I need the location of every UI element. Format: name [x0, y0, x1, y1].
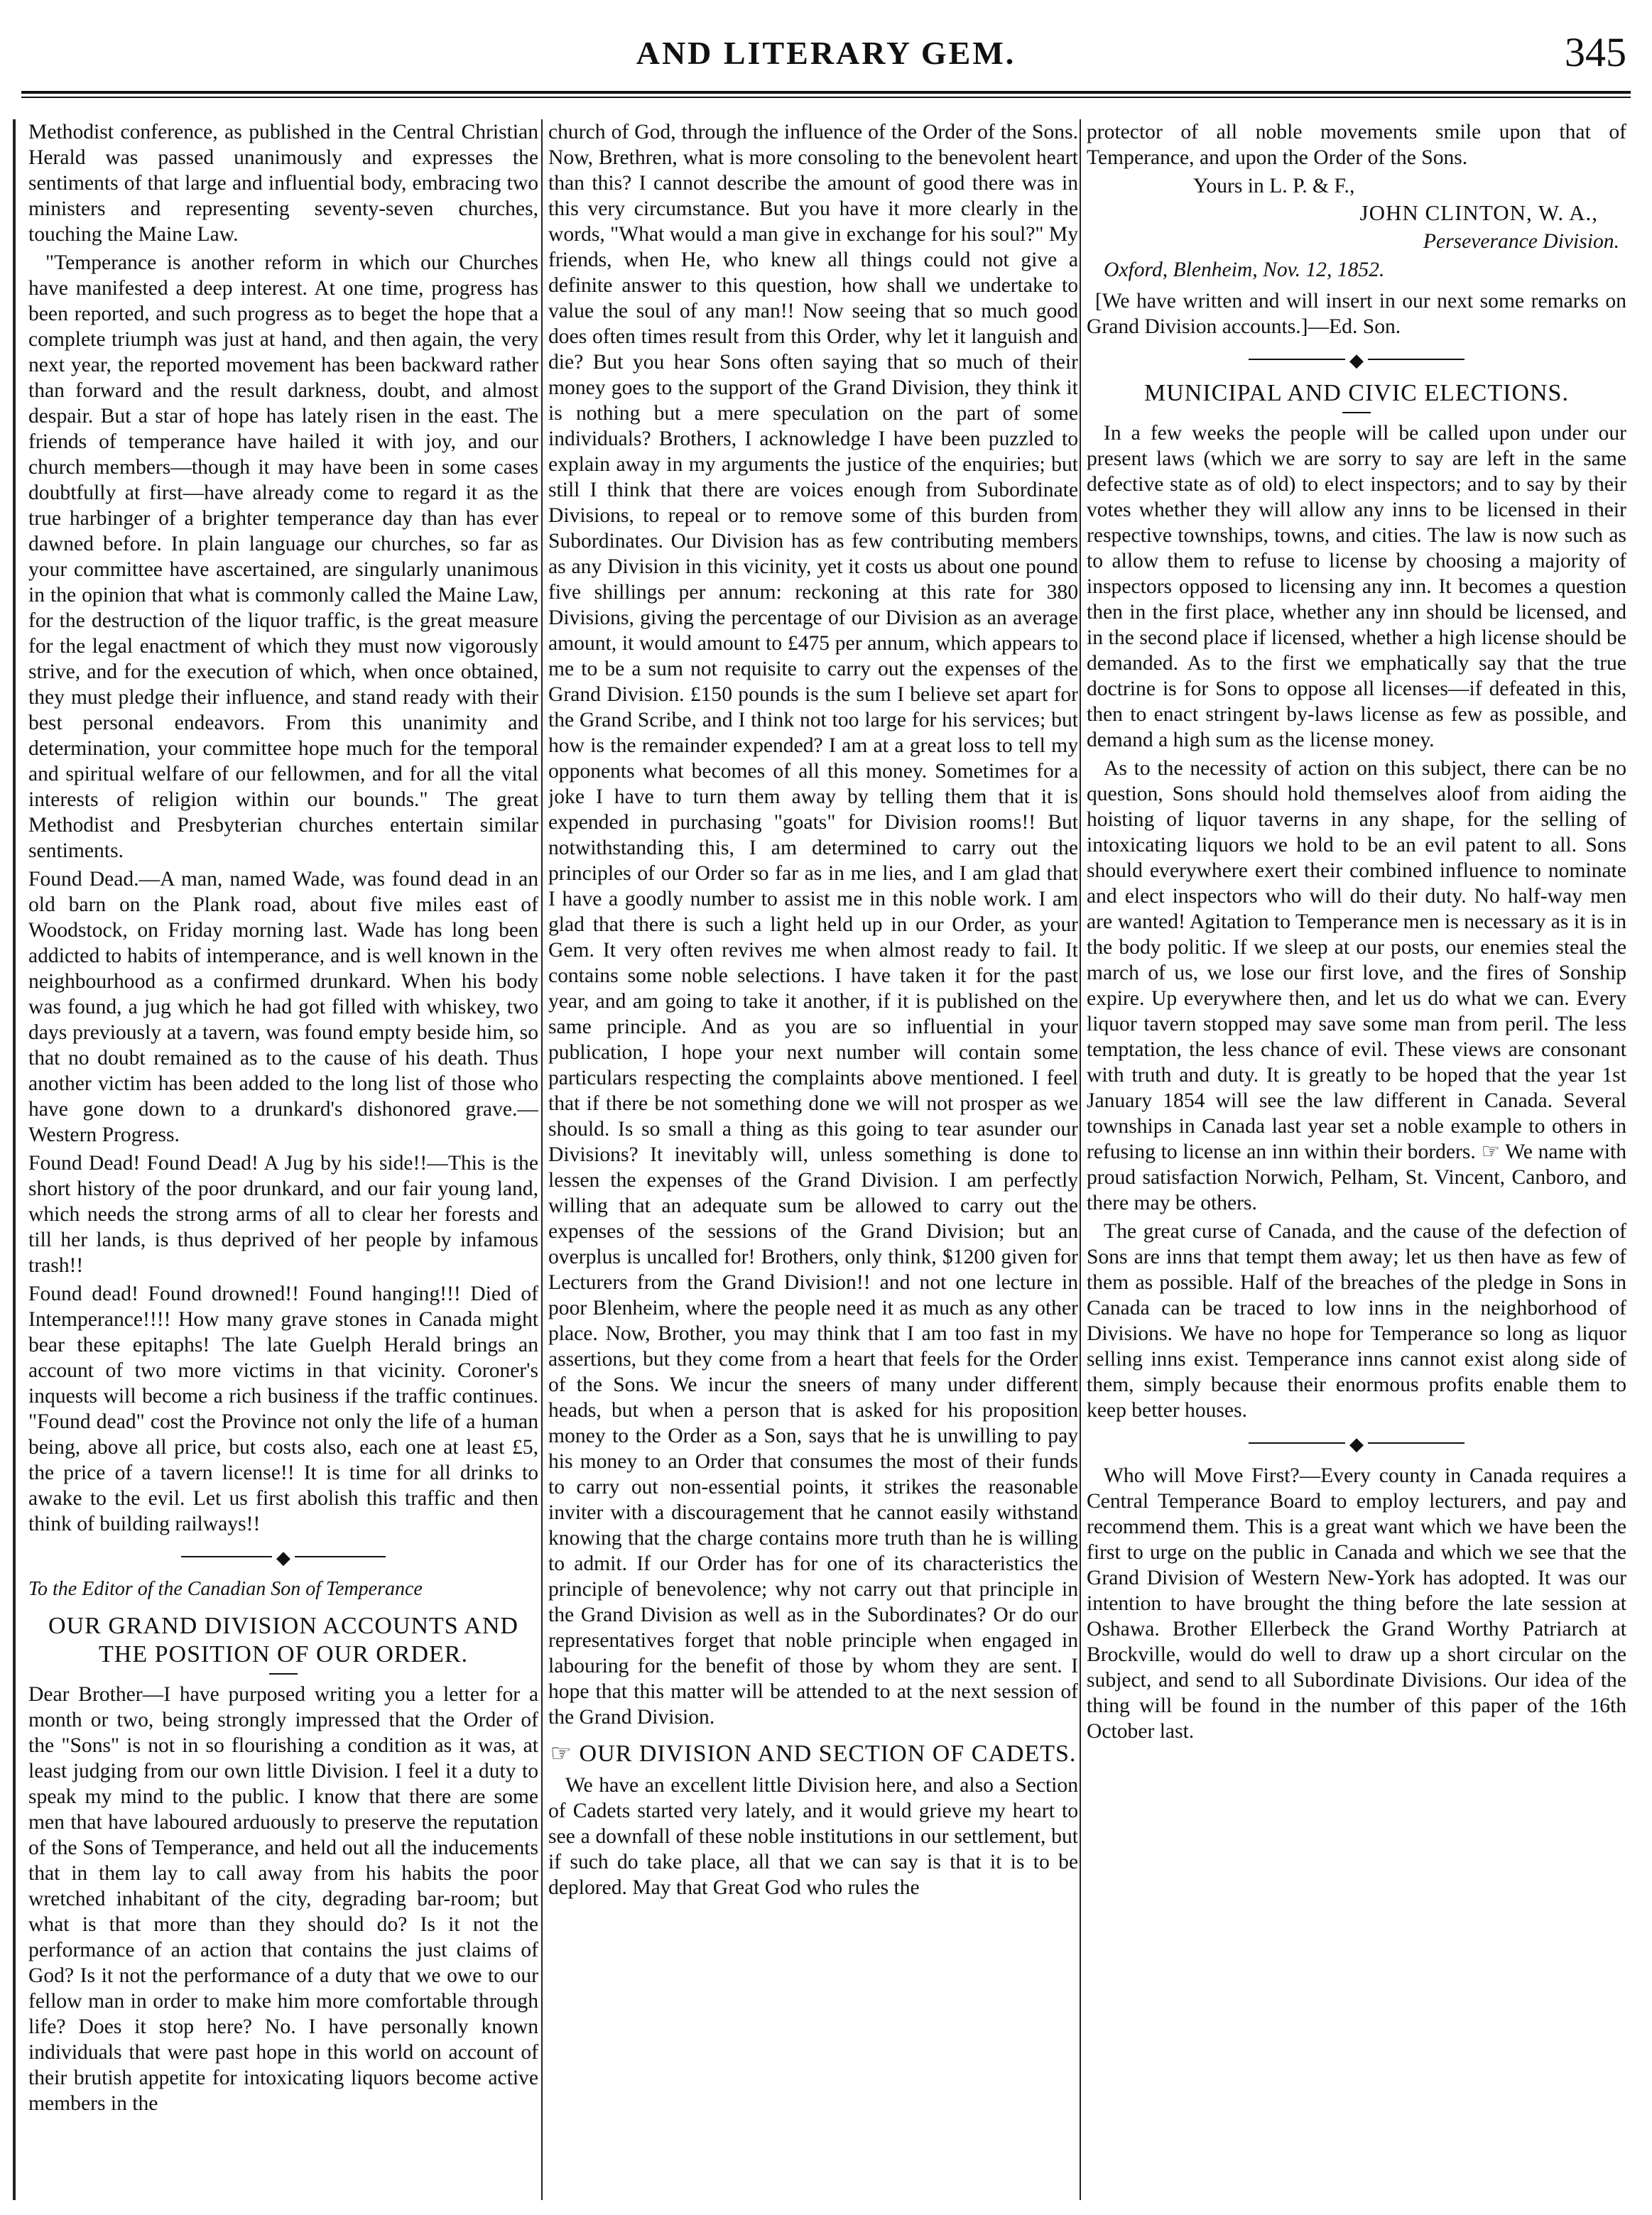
church-paragraph: church of God, through the influence of the Order of the Sons. Now, Brethren, what is more consoling to the benevolent heart than this? I cannot describe the amount of good there was in this very circumstance. But you have it more clearly in the words, "What would a man give in exchange for his soul?" My friends, when He, who knew all things could not give a definite answer to this question, how shall we undertake to value the soul of any man!! Now seeing that so much good does often times result from this Order, why let it languish and die? But you hear Sons often saying that so much of their money goes to the support of the Grand Division, they think it is nothing but a mere speculation on the part of some individuals? Brothers, I acknowledge I have been puzzled to explain away in my arguments the justice of the enquiries; but still I think that there are voices enough from Subordinate Divisions, to repeal or to remove some of this burden from Subordinates. Our Division has as few contributing members as any Division in this vicinity, yet it costs us about one pound five shillings per annum: reckoning at this rate for 380 Divisions, giving the percentage of our Division as an average amount, it would amount to £475 per annum, which appears to me to be a sum not requisite to carry out the expenses of the Grand Division. £150 pounds is the sum I believe set apart for the Grand Scribe, and I think not too large for his services; but how is the remainder expended? I am at a great loss to tell my opponents what becomes of all this money. Sometimes for a joke I have to turn them away by telling them that it is expended in purchasing "goats" for Division rooms!! But notwithstanding this, I am determined to carry out the principles of our Order so far as in me lies, and I am glad that I have a goodly number to assist me in this noble work. I am glad that there is such a light held up in our Order, as your Gem. It very often revives me when almost ready to fail. It contains some noble selections. I have taken it for the past year, and am going to take it another, if it is published on the same principle. And as you are so influential in your publication, I hope your next number will contain some particulars respecting the complaints above mentioned. I feel that if there be not something done we will not prosper as we should. Is so small a thing as this going to tear asunder our Divisions? It inevitably will, unless something is done to lessen the expenses of the Grand Division. I am perfectly willing that an adequate sum be allowed to carry out the expenses of the sessions of the Grand Division; but an overplus is uncalled for! Brothers, only think, $1200 given for Lecturers from the Grand Division!! and not one lecture in poor Blenheim, where the people need it as much as any other place. Now, Brother, you may think that I am too fast in my assertions, but they come from a heart that feels for the Order of the Sons. We incur the sneers of many under different heads, but when a person that is asked for his proposition money to the Order as a Son, says that he is unwilling to pay his money to an Order that consumes the most of their funds to carry out non-essential points, it strikes the reasonable inviter with a discouragement that he cannot easily withstand knowing that the charge contains more truth than he is willing to admit. If our Order has for one of its characteristics the principle of benevolence; why not carry out that principle in the Grand Division as well as in the Subordinates? Or do our representatives forget that noble principle when engaged in labouring for the benefit of those by whom they are sent. I hope that this matter will be attended to at the next session of the Grand Division. [548, 121, 1078, 1729]
cadets-heading: ☞ OUR DIVISION AND SECTION OF CADETS. [550, 1741, 1077, 1767]
found-dead-paragraph: Found Dead.—A man, named Wade, was found dead in an old barn on the Plank road, about five miles east of Woodstock, on Friday morning last. Wade has long been addicted to habits of intemperance, and is well known in the neighbourhood as a confirmed drunkard. When his body was found, a jug which he had got filled with whiskey, two days previously at a tavern, was found empty beside him, so that no doubt remained as to the cause of his death. Thus another victim has been added to the long list of those who have gone down to a drunkard's dishonored grave.—Western Progress. [28, 868, 538, 1146]
page-number: 345 [1565, 29, 1626, 75]
left-edge-rule [13, 119, 16, 2200]
municipal-heading: MUNICIPAL AND CIVIC ELECTIONS. [1144, 380, 1569, 406]
dear-brother-paragraph: Dear Brother—I have purposed writing you a letter for a month or two, being strongly impressed that the Order of the "Sons" is not in so flourishing a condition as it was, at least judging from our own little Division. I feel it a duty to speak my mind to the public. I know that there are some men that have laboured arduously to preserve the reputation of the Sons of Temperance, and held out all the inducements that in them lay to call away from his habits the poor wretched inhabitant of the city, degrading bar-room; but what is that more than they should do? Is it not the performance of an action that contains the just claims of God? Is it not the performance of a duty that we owe to our fellow man in order to make him more comfortable through life? Does it stop here? No. I have personally known individuals that were past hope in this world on account of their brutish appetite for intoxicating liquors become active members in the [28, 1683, 538, 2115]
few-weeks-paragraph: In a few weeks the people will be called upon under our present laws (which we are sorry to say are left in the same defective state as of old) to elect inspectors; and to say by their votes whether they will allow any inns to be licensed in their respective townships, towns, and cities. The law is now such as to allow them to refuse to license by choosing a majority of inspectors opposed to licensing any inn. It becomes a question then in the first place, whether any inn should be licensed, and in the second place if licensed, whether a high license should be demanded. As to the first we emphatically say that the true doctrine is for Sons to oppose all licenses—if defeated in this, then to enact stringent by-laws license as few as possible, and demand a high sum as the license money. [1087, 422, 1626, 751]
grand-division-heading: OUR GRAND DIVISION ACCOUNTS AND THE POSITION OF OUR ORDER. [48, 1613, 518, 1667]
header-rule [21, 91, 1631, 94]
great-curse-paragraph: The great curse of Canada, and the cause of the defection of Sons are inns that tempt them away; let us then have as few of them as possible. Half of the breaches of the pledge in Sons in Canada can be traced to low inns in the neighborhood of Divisions. We have no hope for Temperance so long as liquor selling inns exist. Temperance inns cannot exist along side of them, simply because their enormous profits enable them to keep better houses. [1087, 1220, 1626, 1422]
heading-dash [269, 1673, 298, 1675]
column-rule-2 [1080, 119, 1081, 2200]
letter-dateline: Oxford, Blenheim, Nov. 12, 1852. [1104, 258, 1385, 281]
signer-division: Perseverance Division. [1423, 230, 1619, 253]
letter-closing: Yours in L. P. & F., [1193, 175, 1355, 197]
heading-dash-2 [1342, 412, 1371, 413]
temperance-paragraph: "Temperance is another reform in which our Churches have manifested a deep interest. At one time, progress has been reported, and such progress as to beget the hope that a complete triumph was just at hand, and then again, the very next year, the reported movement has been backward rather than forward and the result darkness, doubt, and almost despair. But a star of hope has lately risen in the east. The friends of temperance have hailed it with joy, and our church members—though it may have been in some cases doubtfully at first—have already come to regard it as the true harbinger of a brighter temperance day than has ever dawned before. In plain language our churches, so far as your committee have ascertained, are singularly unanimous in the opinion that what is commonly called the Maine Law, for the destruction of the liquor traffic, is the great measure for the legal enactment of which they must now vigorously strive, and for the execution of which, when once obtained, they must pledge their influence, and stand ready with their best personal endeavors. From this unanimity and determination, your committee hope much for the temporal and spiritual welfare of our fellowmen, and for all the vital interests of religion within our bounds." The great Methodist and Presbyterian churches entertain similar sentiments. [28, 251, 538, 862]
section-ornament-3 [1087, 1433, 1626, 1453]
cadets-paragraph: We have an excellent little Division here, and also a Section of Cadets started very lately, and it would grieve my heart to see a downfall of these noble institutions in our settlement, but if such do take place, all that we can say is that it is to be deplored. May that Great God who rules the [548, 1774, 1078, 1899]
protector-paragraph: protector of all noble movements smile upon that of Temperance, and upon the Order of the Sons. [1087, 121, 1626, 169]
running-title: AND LITERARY GEM. [636, 35, 1016, 71]
necessity-paragraph: As to the necessity of action on this subject, there can be no question, Sons should hold themselves aloof from aiding the hoisting of liquor taverns in any shape, for the selling of intoxicating liquors we hold to be an evil patent to all. Sons should everywhere exert their combined influence to nominate and elect inspectors who will do their duty. No half-way men are wanted! Agitation to Temperance men is necessary as it is in the body politic. If we sleep at our posts, our enemies steal the march of us, we lose our first love, and the fires of Sonship expire. Up everywhere then, and let us do what we can. Every liquor tavern stopped may save some man from peril. The less temptation, the less chance of evil. These views are consonant with truth and duty. It is greatly to be hoped that the year 1st January 1854 will see the law different in Canada. Several townships in Canada last year set a noble example to others in refusing to license an inn within their borders. ☞ We name with proud satisfaction Norwich, Pelham, St. Vincent, Canboro, and there may be others. [1087, 757, 1626, 1214]
page-header [0, 0, 1652, 107]
jug-paragraph: Found Dead! Found Dead! A Jug by his side!!—This is the short history of the poor drunkard, and our fair young land, which needs the strong arms of all to clear her forests and till her lands, is thus deprived of her people by infamous trash!! [28, 1152, 538, 1277]
section-ornament [28, 1547, 538, 1567]
who-will-move-paragraph: Who will Move First?—Every county in Canada requires a Central Temperance Board to employ lecturers, and pay and recommend them. This is a great want which we have been the first to urge on the public in Canada and which we see that the Grand Division of Western New-York has adopted. It was our intention to have brought the thing before the late session at Oshawa. Brother Ellerbeck the Grand Worthy Patriarch at Brockville, would do well to draw up a short circular on the subject, and send to all Subordinate Divisions. Our idea of the thing will be found in the number of this paper of the 16th October last. [1087, 1464, 1626, 1743]
column-1 [28, 119, 538, 2200]
editor-address: To the Editor of the Canadian Son of Temperance [28, 1578, 423, 1600]
signer-name: JOHN CLINTON, W. A., [1359, 200, 1598, 225]
section-ornament-2 [1087, 349, 1626, 369]
editor-note: [We have written and will insert in our next some remarks on Grand Division accounts.]—Ed. Son. [1087, 290, 1626, 338]
column-2 [548, 119, 1078, 2200]
methodist-paragraph: Methodist conference, as published in the Central Christian Herald was passed unanimously and expresses the sentiments of that large and influential body, embracing two ministers and representing seventy-seven churches, touching the Maine Law. [28, 121, 538, 246]
column-rule-1 [541, 119, 543, 2200]
header-rule-thin [21, 97, 1631, 98]
found-drowned-paragraph: Found dead! Found drowned!! Found hanging!!! Died of Intemperance!!!! How many grave stones in Canada might bear these epitaphs! The late Guelph Herald brings an account of two more victims in that vicinity. Coroner's inquests will become a rich business if the traffic continues. "Found dead" cost the Province not only the life of a human being, above all price, but costs also, each one at least £5, the price of a tavern license!! It is time for all drinks to awake to the evil. Let us first abolish this traffic and then think of building railways!! [28, 1283, 538, 1535]
column-3 [1087, 119, 1626, 2200]
